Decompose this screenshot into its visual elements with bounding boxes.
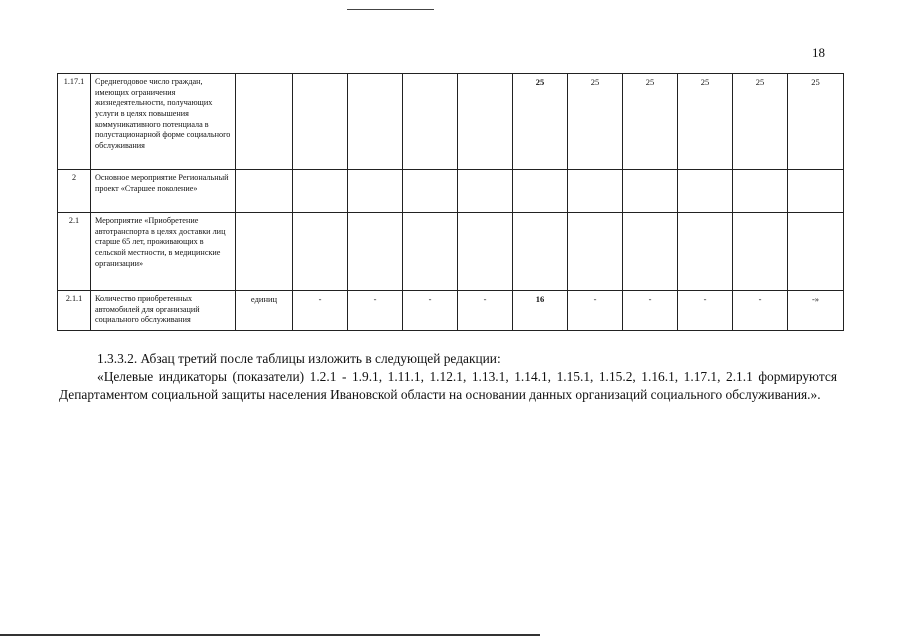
value-cell (788, 170, 844, 213)
amendment-text (59, 350, 837, 404)
value-cell: 25 (788, 74, 844, 170)
indicator-name: Количество приобретенных автомобилей для организаций социального обслуживания (91, 291, 236, 331)
top-rule (347, 9, 434, 10)
indicator-name: Среднегодовое число граждан, имеющих ограничения жизнедеятельности, получающих услуги в целях повышения коммуникативного потенциала в полустационарной форме социального обслуживания (91, 74, 236, 170)
value-cell: 25 (733, 74, 788, 170)
table-row (58, 74, 844, 170)
unit-cell (236, 213, 293, 291)
row-number: 2 (58, 170, 91, 213)
value-cell (568, 170, 623, 213)
value-cell: 25 (623, 74, 678, 170)
value-cell (348, 74, 403, 170)
table-row (58, 170, 844, 213)
indicator-name: Основное мероприятие Региональный проект «Старшее поколение» (91, 170, 236, 213)
value-cell (733, 213, 788, 291)
value-cell: - (293, 291, 348, 331)
value-cell (458, 170, 513, 213)
value-cell (293, 213, 348, 291)
value-cell: -» (788, 291, 844, 331)
indicators-table (57, 73, 844, 331)
value-cell (513, 213, 568, 291)
value-cell (788, 213, 844, 291)
value-cell (623, 213, 678, 291)
table-row (58, 291, 844, 331)
value-cell (513, 170, 568, 213)
value-cell (733, 170, 788, 213)
value-cell (678, 213, 733, 291)
value-cell: 16 (513, 291, 568, 331)
value-cell: - (403, 291, 458, 331)
value-cell (403, 213, 458, 291)
paragraph-heading: 1.3.3.2. Абзац третий после таблицы изложить в следующей редакции: (97, 351, 501, 366)
bottom-rule (0, 634, 540, 636)
unit-cell (236, 74, 293, 170)
paragraph-quote: «Целевые индикаторы (показатели) 1.2.1 - 1.9.1, 1.11.1, 1.12.1, 1.13.1, 1.14.1, 1.15.1, 1.15.2, 1.16.1, 1.17.1, 2.1.1 формируются Департаментом социальной защиты населения Ивановской области на основании данных организаций социального обслуживания.». (59, 369, 837, 402)
value-cell: - (348, 291, 403, 331)
value-cell (348, 213, 403, 291)
indicator-name: Мероприятие «Приобретение автотранспорта в целях доставки лиц старше 65 лет, проживающих в сельской местности, в медицинские организации» (91, 213, 236, 291)
value-cell (293, 170, 348, 213)
unit-cell: единиц (236, 291, 293, 331)
value-cell: 25 (678, 74, 733, 170)
row-number: 1.17.1 (58, 74, 91, 170)
value-cell: - (568, 291, 623, 331)
value-cell: - (623, 291, 678, 331)
value-cell (293, 74, 348, 170)
row-number: 2.1.1 (58, 291, 91, 331)
value-cell: - (678, 291, 733, 331)
value-cell (403, 74, 458, 170)
value-cell (458, 74, 513, 170)
value-cell (458, 213, 513, 291)
table-row (58, 213, 844, 291)
value-cell: - (458, 291, 513, 331)
unit-cell (236, 170, 293, 213)
value-cell (623, 170, 678, 213)
value-cell (678, 170, 733, 213)
value-cell (348, 170, 403, 213)
value-cell: - (733, 291, 788, 331)
value-cell: 25 (568, 74, 623, 170)
row-number: 2.1 (58, 213, 91, 291)
value-cell (568, 213, 623, 291)
value-cell (403, 170, 458, 213)
page-number: 18 (812, 45, 825, 60)
value-cell: 25 (513, 74, 568, 170)
